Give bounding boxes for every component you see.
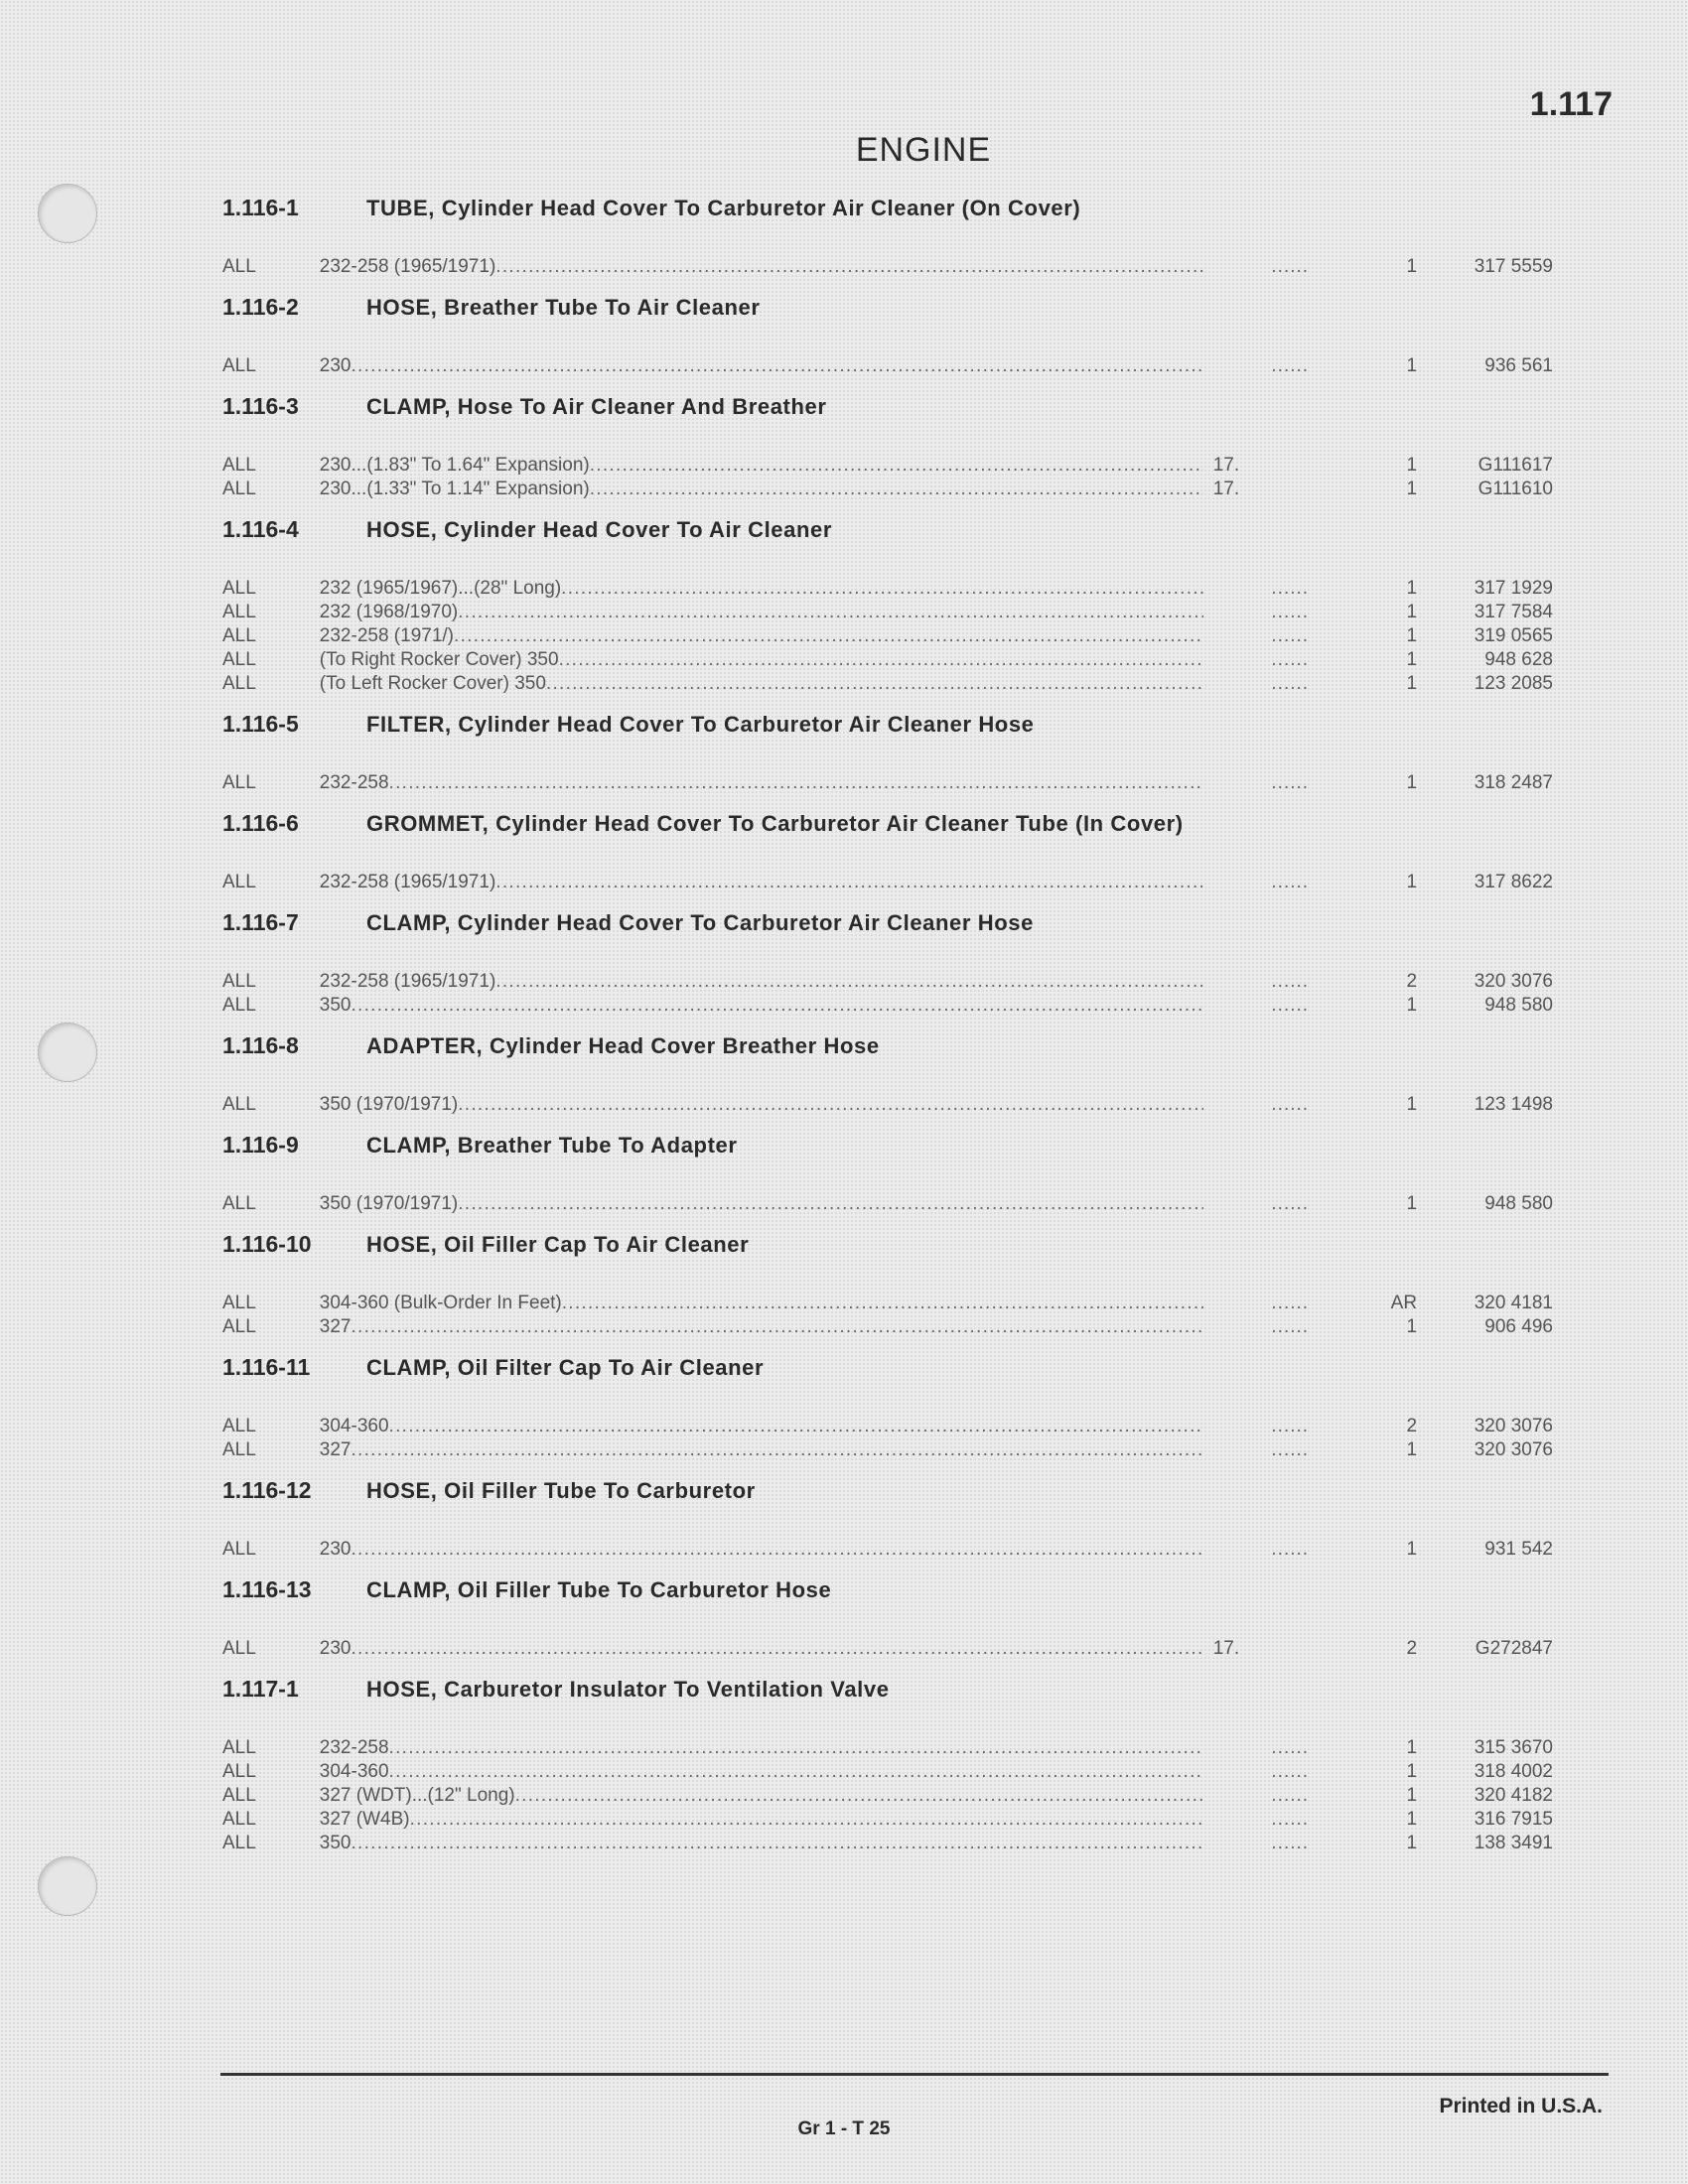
model-cell: ALL [222, 1094, 256, 1115]
section-title: CLAMP, Hose To Air Cleaner And Breather [366, 394, 827, 419]
description-cell [320, 872, 1203, 893]
quantity-cell: 1 [1406, 1785, 1418, 1806]
section-number: 1.116-6 [222, 810, 299, 836]
dot-leader [458, 1193, 1202, 1215]
quantity-cell: 1 [1406, 995, 1418, 1016]
section-header [222, 516, 1553, 560]
description-cell [320, 995, 1203, 1017]
dot-leader [590, 455, 1203, 477]
parts-row [222, 1293, 1553, 1316]
dots-cell: ...... [1271, 625, 1310, 646]
reference-cell: 17. [1212, 1638, 1240, 1659]
description-text: 230 [319, 1539, 352, 1560]
part-number-cell: 948 580 [1484, 1193, 1553, 1214]
parts-section [222, 810, 1553, 895]
section-header [222, 1354, 1553, 1398]
quantity-cell: 1 [1406, 1833, 1418, 1853]
dot-leader [389, 1737, 1203, 1759]
dots-cell: ...... [1271, 355, 1310, 376]
dot-leader [389, 1416, 1203, 1437]
model-cell: ALL [222, 1193, 256, 1214]
dots-cell: ...... [1271, 1539, 1310, 1560]
description-text: 350 [319, 1833, 352, 1853]
quantity-cell: 1 [1406, 772, 1418, 793]
model-cell: ALL [222, 455, 256, 476]
model-cell: ALL [222, 673, 256, 694]
description-text: 350 (1970/1971) [319, 1094, 459, 1115]
section-title: HOSE, Breather Tube To Air Cleaner [366, 295, 761, 320]
parts-rows [222, 1094, 1553, 1118]
parts-rows [222, 1737, 1553, 1856]
model-cell: ALL [222, 971, 256, 992]
dots-cell: ...... [1271, 872, 1310, 892]
description-cell [320, 256, 1203, 278]
dots-cell: ...... [1271, 649, 1310, 670]
part-number-cell: 948 580 [1484, 995, 1553, 1016]
section-title: CLAMP, Breather Tube To Adapter [366, 1133, 738, 1158]
part-number-cell: 320 3076 [1474, 971, 1553, 992]
parts-section [222, 1477, 1553, 1563]
parts-section [222, 1132, 1553, 1217]
parts-row [222, 1094, 1553, 1118]
dot-leader [352, 1439, 1203, 1461]
quantity-cell: 1 [1406, 1193, 1418, 1214]
description-text: 304-360 (Bulk-Order In Feet) [319, 1293, 562, 1313]
description-text: 232 (1968/1970) [319, 602, 459, 622]
dot-leader [389, 772, 1203, 794]
section-header [222, 1576, 1553, 1620]
description-cell [320, 1761, 1203, 1783]
parts-row [222, 355, 1553, 379]
parts-section [222, 294, 1553, 379]
dot-leader [352, 355, 1203, 377]
section-header [222, 195, 1553, 238]
section-header [222, 1231, 1553, 1275]
dots-cell: ...... [1271, 995, 1310, 1016]
parts-row [222, 1761, 1553, 1785]
dots-cell: ...... [1271, 1785, 1310, 1806]
section-header [222, 294, 1553, 338]
section-title: FILTER, Cylinder Head Cover To Carburetor Air Cleaner Hose [366, 712, 1035, 737]
section-number: 1.116-1 [222, 195, 299, 220]
parts-section [222, 909, 1553, 1019]
description-cell [320, 602, 1203, 623]
page-number: 1.117 [1529, 85, 1613, 123]
description-cell [320, 1638, 1203, 1660]
description-cell [320, 355, 1203, 377]
section-number: 1.116-7 [222, 909, 299, 935]
model-cell: ALL [222, 355, 256, 376]
dots-cell: ...... [1271, 1439, 1310, 1460]
part-number-cell: 123 2085 [1474, 673, 1553, 694]
parts-rows [222, 872, 1553, 895]
footer-rule [220, 2073, 1609, 2076]
dot-leader [495, 872, 1202, 893]
description-text: 232-258 [319, 1737, 389, 1758]
model-cell: ALL [222, 256, 256, 277]
model-cell: ALL [222, 1439, 256, 1460]
quantity-cell: 1 [1406, 1439, 1418, 1460]
dots-cell: ...... [1271, 673, 1310, 694]
section-header [222, 1132, 1553, 1175]
section-header [222, 810, 1553, 854]
dot-leader [454, 625, 1203, 647]
dots-cell: ...... [1271, 1316, 1310, 1337]
quantity-cell: AR [1390, 1293, 1418, 1313]
model-cell: ALL [222, 1316, 256, 1337]
description-cell [320, 1094, 1203, 1116]
quantity-cell: 1 [1406, 1809, 1418, 1830]
dots-cell: ...... [1271, 1737, 1310, 1758]
parts-row [222, 1193, 1553, 1217]
section-title: GROMMET, Cylinder Head Cover To Carburetor Air Cleaner Tube (In Cover) [366, 811, 1184, 836]
description-cell [320, 673, 1203, 695]
description-cell [320, 625, 1203, 647]
parts-row [222, 478, 1553, 502]
parts-section [222, 1676, 1553, 1856]
quantity-cell: 1 [1406, 1761, 1418, 1782]
reference-cell: 17. [1212, 455, 1240, 476]
part-number-cell: 317 7584 [1474, 602, 1553, 622]
printed-in-label: Printed in U.S.A. [1439, 2095, 1603, 2117]
description-text: 232-258 (1965/1971) [319, 971, 496, 992]
part-number-cell: 318 2487 [1474, 772, 1553, 793]
parts-row [222, 1638, 1553, 1662]
description-text: 230 [319, 355, 352, 376]
description-cell [320, 1539, 1203, 1561]
parts-rows [222, 1638, 1553, 1662]
section-header [222, 393, 1553, 437]
description-text: 327 (W4B) [319, 1809, 410, 1830]
section-title: CLAMP, Oil Filler Tube To Carburetor Hose [366, 1577, 832, 1602]
dot-leader [410, 1809, 1203, 1831]
model-cell: ALL [222, 1293, 256, 1313]
binder-hole-middle [38, 1023, 97, 1082]
part-number-cell: 320 3076 [1474, 1439, 1553, 1460]
parts-row [222, 772, 1553, 796]
section-header [222, 711, 1553, 754]
parts-rows [222, 1539, 1553, 1563]
description-cell [320, 1193, 1203, 1215]
part-number-cell: 123 1498 [1474, 1094, 1553, 1115]
description-text: 350 [319, 995, 352, 1016]
part-number-cell: 320 4181 [1474, 1293, 1553, 1313]
parts-row [222, 578, 1553, 602]
parts-row [222, 1809, 1553, 1833]
part-number-cell: 318 4002 [1474, 1761, 1553, 1782]
section-number: 1.116-5 [222, 711, 299, 737]
quantity-cell: 1 [1406, 1094, 1418, 1115]
model-cell: ALL [222, 1638, 256, 1659]
description-text: 232-258 [319, 772, 389, 793]
section-number: 1.116-12 [222, 1477, 312, 1503]
section-header [222, 1676, 1553, 1719]
model-cell: ALL [222, 995, 256, 1016]
description-text: 327 [319, 1316, 352, 1337]
description-text: 327 (WDT)...(12" Long) [319, 1785, 515, 1806]
parts-row [222, 1539, 1553, 1563]
dot-leader [352, 1539, 1203, 1561]
part-number-cell: G111617 [1477, 455, 1553, 476]
description-text: 232-258 (1971/) [319, 625, 455, 646]
description-cell [320, 478, 1203, 500]
parts-section [222, 195, 1553, 280]
footer-code: Gr 1 - T 25 [797, 2118, 891, 2139]
dots-cell: ...... [1271, 1809, 1310, 1830]
dot-leader [561, 578, 1203, 600]
reference-cell: 17. [1212, 478, 1240, 499]
parts-section [222, 1032, 1553, 1118]
description-text: 230...(1.33" To 1.14" Expansion) [319, 478, 590, 499]
binder-hole-top [38, 184, 97, 243]
dot-leader [515, 1785, 1203, 1807]
section-number: 1.116-13 [222, 1576, 312, 1602]
description-cell [320, 1809, 1203, 1831]
part-number-cell: 316 7915 [1474, 1809, 1553, 1830]
description-text: (To Right Rocker Cover) 350 [319, 649, 559, 670]
parts-section [222, 1231, 1553, 1340]
section-number: 1.116-10 [222, 1231, 312, 1257]
model-cell: ALL [222, 872, 256, 892]
part-number-cell: 906 496 [1484, 1316, 1553, 1337]
parts-row [222, 455, 1553, 478]
dot-leader [352, 995, 1203, 1017]
description-cell [320, 578, 1203, 600]
dot-leader [352, 1316, 1203, 1338]
dots-cell: ...... [1271, 971, 1310, 992]
parts-section [222, 1354, 1553, 1463]
description-cell [320, 649, 1203, 671]
description-text: 230 [319, 1638, 352, 1659]
description-cell [320, 1833, 1203, 1854]
parts-rows [222, 772, 1553, 796]
dots-cell: ...... [1271, 1193, 1310, 1214]
description-cell [320, 1785, 1203, 1807]
model-cell: ALL [222, 1737, 256, 1758]
model-cell: ALL [222, 1785, 256, 1806]
parts-rows [222, 578, 1553, 697]
dot-leader [559, 649, 1203, 671]
parts-section [222, 1576, 1553, 1662]
section-title: CLAMP, Cylinder Head Cover To Carburetor Air Cleaner Hose [366, 910, 1034, 935]
parts-rows [222, 1293, 1553, 1340]
dot-leader [495, 256, 1202, 278]
parts-section [222, 516, 1553, 697]
dots-cell: ...... [1271, 602, 1310, 622]
dot-leader [590, 478, 1203, 500]
dot-leader [352, 1833, 1203, 1854]
model-cell: ALL [222, 1539, 256, 1560]
part-number-cell: 948 628 [1484, 649, 1553, 670]
part-number-cell: 320 4182 [1474, 1785, 1553, 1806]
description-cell [320, 1737, 1203, 1759]
section-title: HOSE, Carburetor Insulator To Ventilation Valve [366, 1677, 890, 1702]
dot-leader [352, 1638, 1203, 1660]
description-cell [320, 1439, 1203, 1461]
description-text: 232-258 (1965/1971) [319, 256, 496, 277]
quantity-cell: 1 [1406, 478, 1418, 499]
model-cell: ALL [222, 478, 256, 499]
part-number-cell: 317 5559 [1474, 256, 1553, 277]
section-number: 1.117-1 [222, 1676, 299, 1702]
dot-leader [562, 1293, 1203, 1314]
part-number-cell: 317 8622 [1474, 872, 1553, 892]
quantity-cell: 1 [1406, 602, 1418, 622]
parts-row [222, 1785, 1553, 1809]
dot-leader [389, 1761, 1203, 1783]
model-cell: ALL [222, 602, 256, 622]
parts-row [222, 1316, 1553, 1340]
description-text: (To Left Rocker Cover) 350 [319, 673, 546, 694]
parts-row [222, 673, 1553, 697]
model-cell: ALL [222, 1761, 256, 1782]
part-number-cell: 315 3670 [1474, 1737, 1553, 1758]
description-cell [320, 971, 1203, 993]
part-number-cell: 320 3076 [1474, 1416, 1553, 1436]
model-cell: ALL [222, 1416, 256, 1436]
section-header [222, 1032, 1553, 1076]
model-cell: ALL [222, 772, 256, 793]
parts-row [222, 971, 1553, 995]
model-cell: ALL [222, 578, 256, 599]
description-text: 230...(1.83" To 1.64" Expansion) [319, 455, 590, 476]
quantity-cell: 1 [1406, 1539, 1418, 1560]
dots-cell: ...... [1271, 1293, 1310, 1313]
parts-row [222, 256, 1553, 280]
dot-leader [495, 971, 1202, 993]
dots-cell: ...... [1271, 1416, 1310, 1436]
parts-rows [222, 355, 1553, 379]
description-text: 232-258 (1965/1971) [319, 872, 496, 892]
quantity-cell: 1 [1406, 625, 1418, 646]
parts-rows [222, 1416, 1553, 1463]
dot-leader [458, 1094, 1202, 1116]
section-header [222, 909, 1553, 953]
section-title: HOSE, Oil Filler Tube To Carburetor [366, 1478, 756, 1503]
description-text: 304-360 [319, 1416, 389, 1436]
parts-row [222, 602, 1553, 625]
section-title: ENGINE [855, 131, 992, 169]
section-number: 1.116-2 [222, 294, 299, 320]
section-number: 1.116-4 [222, 516, 299, 542]
part-number-cell: 317 1929 [1474, 578, 1553, 599]
model-cell: ALL [222, 625, 256, 646]
dot-leader [458, 602, 1202, 623]
section-number: 1.116-11 [222, 1354, 311, 1380]
section-title: HOSE, Oil Filler Cap To Air Cleaner [366, 1232, 750, 1257]
parts-section [222, 393, 1553, 502]
quantity-cell: 1 [1406, 1316, 1418, 1337]
quantity-cell: 1 [1406, 578, 1418, 599]
quantity-cell: 1 [1406, 649, 1418, 670]
parts-list [222, 195, 1553, 1870]
description-text: 350 (1970/1971) [319, 1193, 459, 1214]
description-cell [320, 1293, 1203, 1314]
parts-row [222, 649, 1553, 673]
parts-rows [222, 971, 1553, 1019]
description-cell [320, 1416, 1203, 1437]
model-cell: ALL [222, 1809, 256, 1830]
description-text: 304-360 [319, 1761, 389, 1782]
quantity-cell: 1 [1406, 673, 1418, 694]
binder-hole-bottom [38, 1856, 97, 1916]
dots-cell: ...... [1271, 256, 1310, 277]
section-number: 1.116-3 [222, 393, 299, 419]
section-number: 1.116-8 [222, 1032, 299, 1058]
parts-rows [222, 455, 1553, 502]
section-title: TUBE, Cylinder Head Cover To Carburetor Air Cleaner (On Cover) [366, 196, 1081, 220]
quantity-cell: 1 [1406, 872, 1418, 892]
section-title: CLAMP, Oil Filter Cap To Air Cleaner [366, 1355, 765, 1380]
dots-cell: ...... [1271, 1761, 1310, 1782]
quantity-cell: 2 [1406, 1638, 1418, 1659]
parts-rows [222, 1193, 1553, 1217]
description-text: 327 [319, 1439, 352, 1460]
part-number-cell: 931 542 [1484, 1539, 1553, 1560]
parts-row [222, 872, 1553, 895]
parts-row [222, 1416, 1553, 1439]
dot-leader [546, 673, 1203, 695]
part-number-cell: 138 3491 [1474, 1833, 1553, 1853]
parts-row [222, 1833, 1553, 1856]
dots-cell: ...... [1271, 1094, 1310, 1115]
dots-cell: ...... [1271, 578, 1310, 599]
description-cell [320, 772, 1203, 794]
description-cell [320, 455, 1203, 477]
description-text: 232 (1965/1967)...(28" Long) [319, 578, 562, 599]
quantity-cell: 1 [1406, 1737, 1418, 1758]
part-number-cell: 319 0565 [1474, 625, 1553, 646]
dots-cell: ...... [1271, 1833, 1310, 1853]
part-number-cell: G272847 [1475, 1638, 1553, 1659]
quantity-cell: 2 [1406, 1416, 1418, 1436]
parts-rows [222, 256, 1553, 280]
part-number-cell: 936 561 [1484, 355, 1553, 376]
quantity-cell: 2 [1406, 971, 1418, 992]
part-number-cell: G111610 [1477, 478, 1553, 499]
parts-row [222, 625, 1553, 649]
quantity-cell: 1 [1406, 256, 1418, 277]
model-cell: ALL [222, 649, 256, 670]
model-cell: ALL [222, 1833, 256, 1853]
parts-row [222, 1737, 1553, 1761]
section-title: HOSE, Cylinder Head Cover To Air Cleaner [366, 517, 833, 542]
parts-row [222, 995, 1553, 1019]
description-cell [320, 1316, 1203, 1338]
section-number: 1.116-9 [222, 1132, 299, 1158]
parts-row [222, 1439, 1553, 1463]
quantity-cell: 1 [1406, 355, 1418, 376]
quantity-cell: 1 [1406, 455, 1418, 476]
dots-cell: ...... [1271, 772, 1310, 793]
section-header [222, 1477, 1553, 1521]
parts-section [222, 711, 1553, 796]
section-title: ADAPTER, Cylinder Head Cover Breather Hose [366, 1033, 880, 1058]
